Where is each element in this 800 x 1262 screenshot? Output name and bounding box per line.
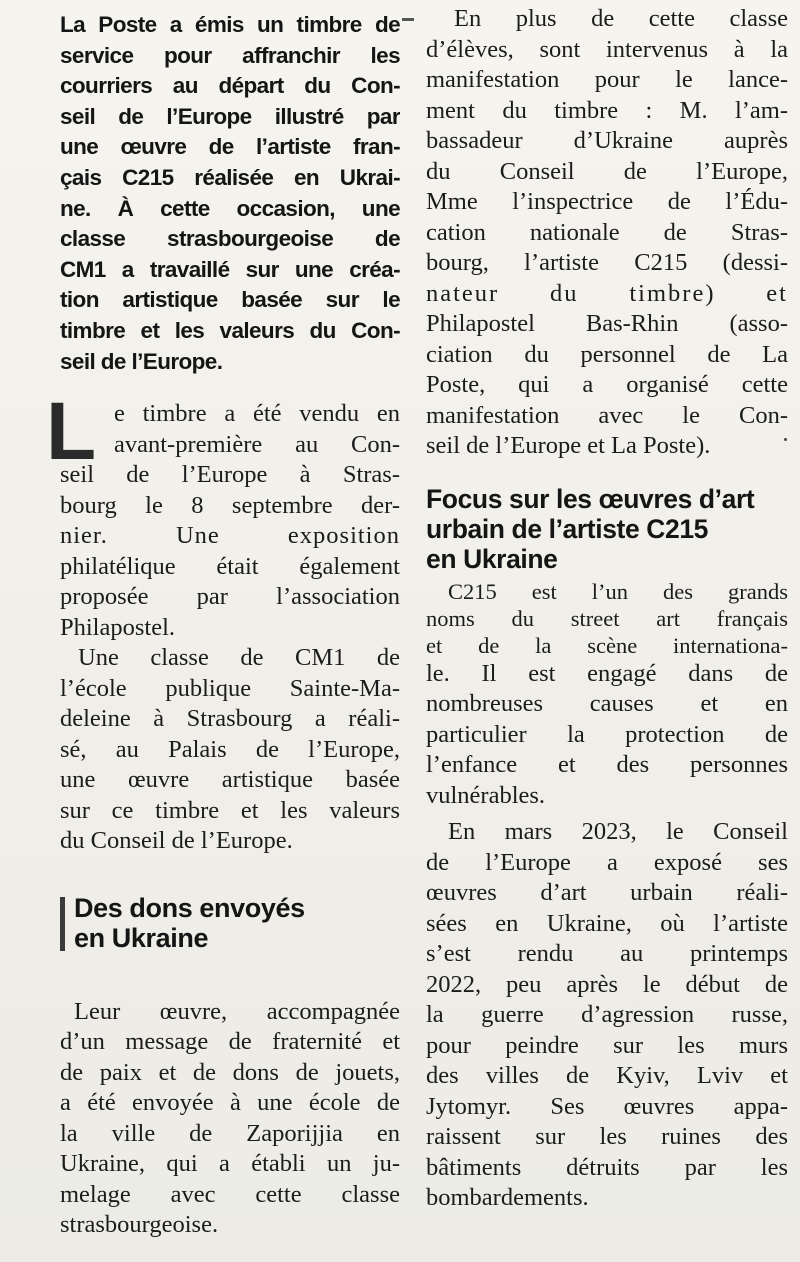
body-line: nombreuses causes et en (426, 690, 788, 717)
body-line: strasbourgeoise. (60, 1211, 219, 1239)
right-column (426, 4, 788, 1214)
body-line: seil de l’Europe et La Poste). (426, 432, 711, 459)
chapo-line: timbre et les valeurs du Con- (60, 317, 400, 343)
body-line: le. Il est engagé dans de (426, 659, 788, 687)
body-line: du Conseil de l’Europe, (426, 157, 788, 185)
right-paragraph-1 (426, 4, 788, 462)
left-column (46, 10, 400, 1241)
paragraph-2 (60, 643, 400, 857)
body-line: En plus de cette classe (454, 5, 788, 32)
body-line: raissent sur les ruines des (426, 1123, 788, 1150)
body-line: pour peindre sur les murs (426, 1031, 788, 1059)
body-line: Philapostel Bas-Rhin (asso- (426, 310, 788, 337)
body-line: En mars 2023, le Conseil (448, 818, 788, 845)
subhead-line: Des dons envoyés (74, 892, 305, 923)
body-line: s’est rendu au printemps (426, 940, 788, 967)
chapo-line: courriers au départ du Con- (60, 73, 400, 99)
body-line: 2022, peu après le début de (426, 970, 788, 998)
body-line: vulnérables. (426, 781, 546, 809)
body-line: Leur œuvre, accompagnée (74, 997, 400, 1025)
body-line: nier. Une exposition (60, 522, 400, 550)
body-line: noms du street art français (426, 605, 788, 631)
chapo-line: La Poste a émis un timbre de (60, 12, 400, 37)
body-line: d’élèves, sont intervenus à la (426, 35, 788, 63)
body-line: particulier la protection de (426, 720, 788, 748)
subhead-line: en Ukraine (426, 543, 558, 574)
body-line: Jytomyr. Ses œuvres appa- (426, 1092, 788, 1120)
body-line: melage avec cette classe (60, 1180, 400, 1208)
body-line: ciation du personnel de La (426, 340, 788, 368)
chapo-line: tion artistique basée sur le (60, 287, 400, 313)
right-paragraph-3 (426, 817, 788, 1214)
column-separator-mark (402, 18, 414, 21)
body-line: e timbre a été vendu en (114, 400, 400, 428)
body-line: ment du timbre : M. l’am- (426, 96, 788, 124)
body-line: seil de l’Europe à Stras- (60, 461, 400, 489)
body-line: avant-première au Con- (114, 430, 400, 458)
body-line: l’enfance et des personnes (426, 751, 788, 778)
body-line: de paix et de dons de jouets, (60, 1058, 400, 1086)
chapo-line: une œuvre de l’artiste fran- (60, 134, 400, 160)
subhead-line: urbain de l’artiste C215 (426, 513, 709, 544)
body-line: Philapostel. (60, 613, 176, 641)
body-line: œuvres d’art urbain réali- (426, 879, 788, 906)
body-line: deleine à Strasbourg a réali- (60, 705, 400, 733)
body-line: philatélique était également (60, 552, 400, 580)
chapo-lead (60, 10, 400, 377)
body-line: bassadeur d’Ukraine auprès (426, 127, 788, 154)
body-line: proposée par l’association (60, 583, 400, 611)
chapo-line: seil de l’Europe illustré par (60, 103, 400, 129)
body-line: manifestation avec le Con- (426, 401, 788, 429)
right-paragraph-2 (426, 659, 788, 812)
body-line: a été envoyée à une école de (60, 1089, 400, 1117)
body-line: bombardements. (426, 1184, 589, 1211)
body-line: l’école publique Sainte-Ma- (60, 674, 400, 702)
chapo-line: çais C215 réalisée en Ukrai- (60, 164, 400, 190)
body-line: cation nationale de Stras- (426, 218, 788, 246)
intro-paragraph (46, 386, 400, 643)
chapo-line: ne. À cette occasion, une (60, 195, 400, 221)
body-line: la guerre d’agression russe, (426, 1001, 788, 1028)
body-line: et de la scène internationa- (426, 632, 788, 658)
drop-cap: L (46, 386, 97, 478)
body-line: des villes de Kyiv, Lviv et (426, 1062, 788, 1089)
body-line: une œuvre artistique basée (60, 766, 400, 794)
body-line: bourg le 8 septembre der- (60, 491, 400, 519)
subhead-focus (426, 484, 788, 574)
subhead-line: Focus sur les œuvres d’art (426, 483, 755, 514)
subhead-line: en Ukraine (74, 922, 209, 953)
body-line: la ville de Zaporijjia en (60, 1119, 400, 1147)
body-line: sé, au Palais de l’Europe, (60, 735, 400, 763)
chapo-line: seil de l’Europe. (60, 348, 223, 374)
body-line: sées en Ukraine, où l’artiste (426, 909, 788, 937)
subhead-bar (60, 897, 65, 951)
body-line: Mme l’inspectrice de l’Édu- (426, 188, 788, 215)
body-line: bourg, l’artiste C215 (dessi- (426, 249, 788, 276)
body-line: d’un message de fraternité et (60, 1028, 400, 1056)
body-line: sur ce timbre et les valeurs (60, 796, 400, 824)
right-paragraph-2-small (426, 578, 788, 659)
body-line: Poste, qui a organisé cette (426, 371, 788, 398)
body-line: bâtiments détruits par les (426, 1153, 788, 1181)
body-line: de l’Europe a exposé ses (426, 848, 788, 876)
body-line: manifestation pour le lance- (426, 66, 788, 93)
body-line: nateur du timbre) et (426, 279, 788, 307)
body-line: C215 est l’un des grands (448, 578, 788, 604)
chapo-line: classe strasbourgeoise de (60, 226, 400, 252)
subhead-dons (60, 893, 400, 953)
body-line: du Conseil de l’Europe. (60, 827, 293, 855)
chapo-line: CM1 a travaillé sur une créa- (60, 256, 400, 282)
body-line: Ukraine, qui a établi un ju- (60, 1150, 400, 1178)
chapo-line: service pour affranchir les (60, 42, 400, 68)
paragraph-3 (60, 997, 400, 1241)
body-line: Une classe de CM1 de (78, 644, 400, 672)
